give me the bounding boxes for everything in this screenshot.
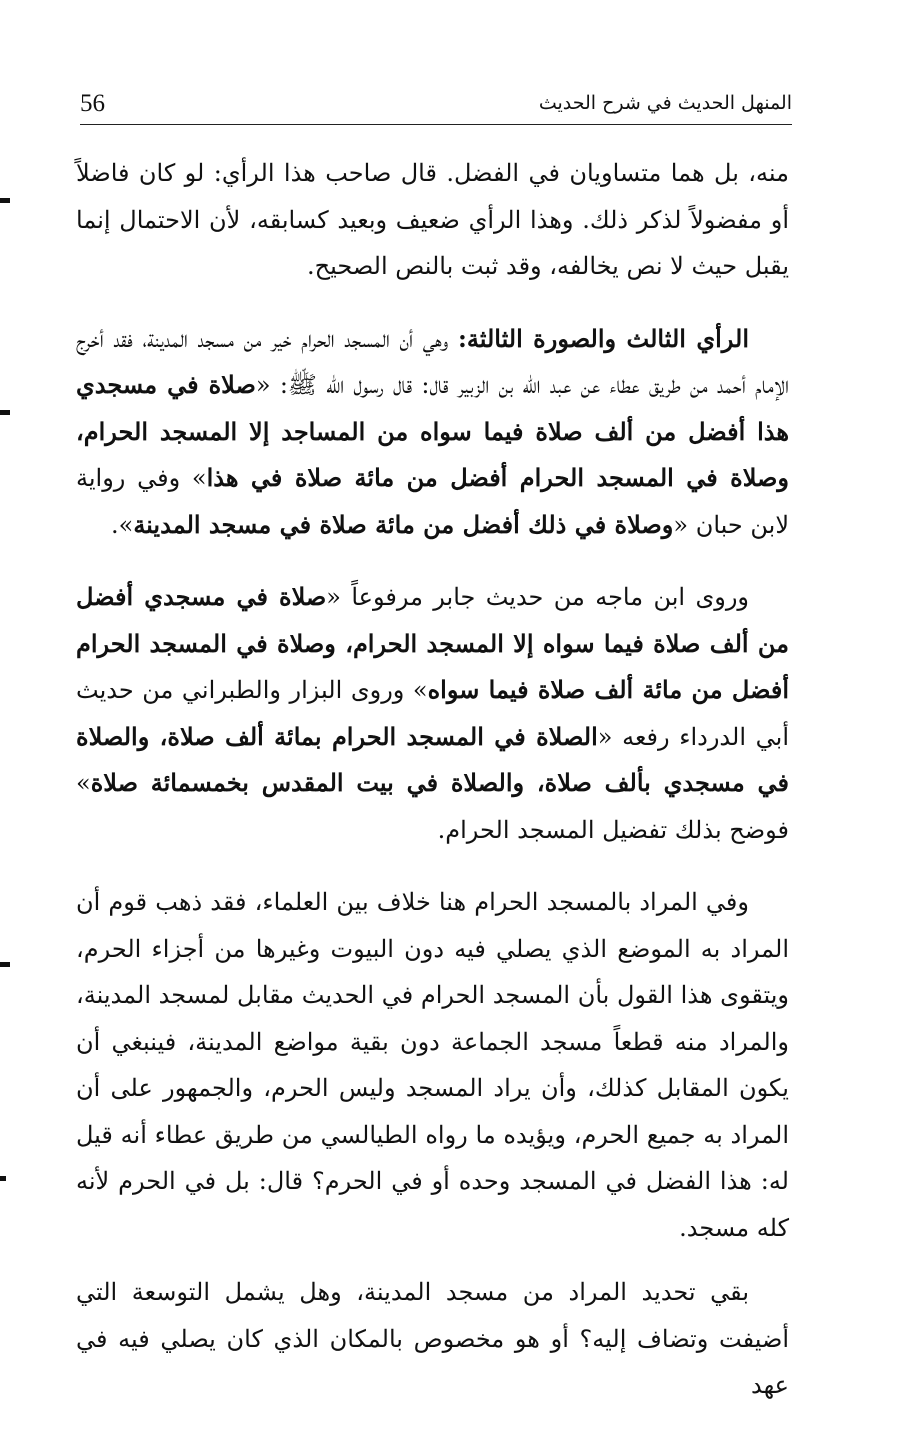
paragraph-text: » فوضح بذلك تفضيل المسجد الحرام. <box>76 769 789 844</box>
paragraph-5 <box>76 1269 789 1409</box>
paragraph-text: وهي أن المسجد الحرام خير من مسجد المدينة، فقد أخرج الإمام أحمد من طريق عطاء عن عبد الله بن الزبير قال: قال رسول الله ﷺ: « <box>76 324 789 399</box>
page-number: 56 <box>80 90 105 117</box>
paragraph-3 <box>76 574 789 853</box>
scan-edge-mark <box>0 962 10 967</box>
paragraph-text: وروى ابن ماجه من حديث جابر مرفوعاً « <box>326 583 749 611</box>
paragraph-2 <box>76 316 789 549</box>
scan-edge-mark <box>0 410 10 415</box>
paragraph-text: » وفي رواية لابن حبان « <box>76 464 789 539</box>
paragraph-4 <box>76 879 789 1251</box>
paragraph-text: ». <box>111 510 134 539</box>
paragraph-text: وفي المراد بالمسجد الحرام هنا خلاف بين العلماء، فقد ذهب قوم أن المراد به الموضع الذي يصلي فيه دون البيوت وغيرها من أجزاء الحرم، ويتقوى هذا القول بأن المسجد الحرام في الحديث مقابل لمسجد المدينة، والمراد منه قطعاً مسجد الجماعة دون بقية مواضع المدينة، فينبغي أن يكون المقابل كذلك، وأن يراد المسجد وليس الحرم، والجمهور على أن المراد به جميع الحرم، ويؤيده ما رواه الطيالسي من طريق عطاء أنه قيل له: هذا الفضل في المسجد وحده أو في الحرم؟ قال: بل في الحرم لأنه كله مسجد. <box>76 888 789 1242</box>
header-rule <box>80 124 792 125</box>
hadith-quote: صلاة في مسجدي أفضل من ألف صلاة فيما سواه إلا المسجد الحرام، وصلاة في المسجد الحرام أفضل من مائة ألف صلاة فيما سواه <box>76 582 790 704</box>
scan-edge-mark <box>0 1176 6 1181</box>
body-text <box>76 150 789 1435</box>
paragraph-1 <box>76 150 789 290</box>
paragraph-text: بقي تحديد المراد من مسجد المدينة، وهل يشمل التوسعة التي أضيفت وتضاف إليه؟ أو هو مخصوص بالمكان الذي كان يصلي فيه في عهد <box>76 1278 789 1399</box>
hadith-quote: الصلاة في المسجد الحرام بمائة ألف صلاة، والصلاة في مسجدي بألف صلاة، والصلاة في بيت المقدس بخمسمائة صلاة <box>76 721 789 797</box>
running-title: المنهل الحديث في شرح الحديث <box>538 92 792 114</box>
section-heading: الرأي الثالث والصورة الثالثة: <box>457 323 750 353</box>
paragraph-text: » وروى البزار والطبراني من حديث أبي الدرداء رفعه « <box>76 676 789 751</box>
page-header <box>80 82 792 122</box>
hadith-quote: صلاة في مسجدي هذا أفضل من ألف صلاة فيما سواه من المساجد إلا المسجد الحرام، وصلاة في المسجد الحرام أفضل من مائة صلاة في هذا <box>76 370 790 492</box>
scan-edge-mark <box>0 198 10 203</box>
paragraph-text: منه، بل هما متساويان في الفضل. قال صاحب هذا الرأي: لو كان فاضلاً أو مفضولاً لذكر ذلك. وهذا الرأي ضعيف وبعيد كسابقه، لأن الاحتمال إنما يقبل حيث لا نص يخالفه، وقد ثبت بالنص الصحيح. <box>76 159 789 280</box>
hadith-quote: وصلاة في ذلك أفضل من مائة صلاة في مسجد المدينة <box>133 509 674 539</box>
